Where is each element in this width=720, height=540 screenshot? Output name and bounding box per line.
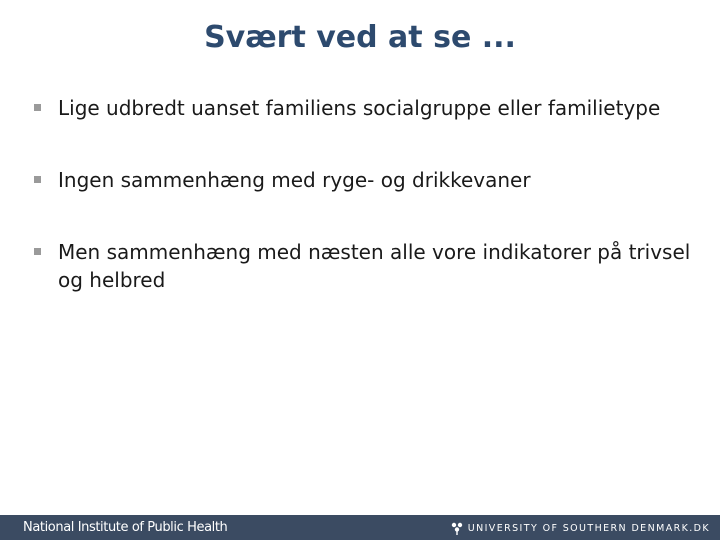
footer-bar	[0, 515, 720, 540]
university-logo	[450, 521, 710, 535]
bullet-list	[32, 94, 692, 294]
university-name: UNIVERSITY OF SOUTHERN DENMARK.DK	[467, 522, 710, 534]
bullet-text: Men sammenhæng med næsten alle vore indikatorer på trivsel og helbred	[58, 240, 691, 292]
bullet-item	[32, 238, 692, 294]
bullet-text: Lige udbredt uanset familiens socialgruppe eller familietype	[58, 96, 661, 120]
square-bullet-icon	[34, 248, 41, 255]
square-bullet-icon	[34, 176, 41, 183]
bullet-item	[32, 94, 692, 122]
bullet-text: Ingen sammenhæng med ryge- og drikkevaner	[58, 168, 531, 192]
sdu-logo-icon	[450, 521, 464, 535]
slide-title: Svært ved at se ...	[204, 20, 516, 55]
institute-name: National Institute of Public Health	[23, 520, 228, 535]
bullet-item	[32, 166, 692, 194]
square-bullet-icon	[34, 104, 41, 111]
